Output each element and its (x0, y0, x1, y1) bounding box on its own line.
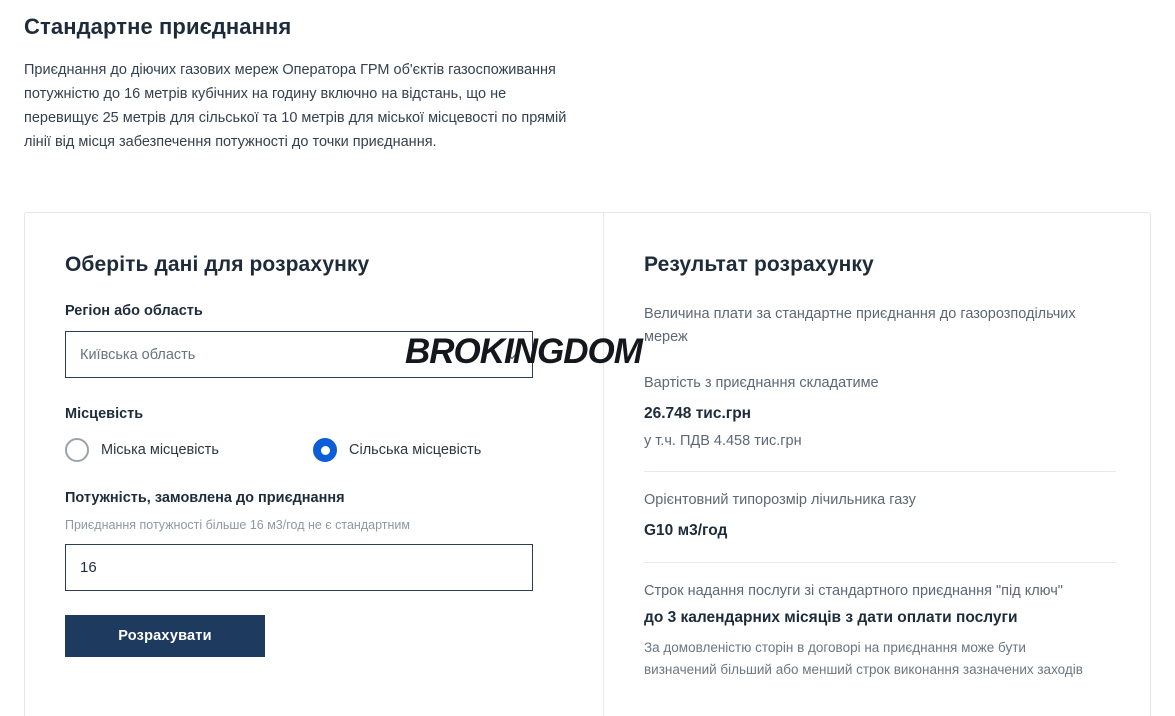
result-meter-value: G10 м3/год (644, 522, 728, 539)
radio-label-urban: Міська місцевість (101, 442, 219, 458)
page-description: Приєднання до діючих газових мереж Оператора ГРМ об'єктів газоспоживання потужністю до 16 метрів кубічних на годину включно на відстань, що не перевищує 25 метрів для сільської та 10 метрів для міської місцевості по прямій лінії від місця забезпечення потужності до точки приєднання. (24, 62, 567, 150)
chevron-down-icon (506, 349, 518, 361)
locality-radio-group (65, 438, 575, 462)
region-select-value: Київська область (80, 346, 196, 363)
form-title: Оберіть дані для розрахунку (65, 253, 370, 276)
radio-icon-urban (65, 438, 89, 462)
watermark: BROKINGDOM (405, 332, 642, 371)
result-title: Результат розрахунку (644, 253, 874, 276)
power-label: Потужність, замовлена до приєднання (65, 490, 345, 506)
radio-locality-urban[interactable] (65, 438, 313, 462)
calculator-form (65, 253, 575, 657)
calculator-card (24, 212, 1151, 716)
radio-icon-rural (313, 438, 337, 462)
result-term-note: За домовленістю сторін в договорі на приєднання може бути визначений більший або менший строк виконання зазначених заходів (644, 640, 1083, 677)
region-select[interactable] (65, 331, 533, 378)
result-divider-2 (644, 562, 1116, 563)
locality-label: Місцевість (65, 406, 144, 422)
result-cost-value: 26.748 тис.грн (644, 405, 752, 422)
result-description: Величина плати за стандартне приєднання до газорозподільчих мереж (644, 306, 1076, 345)
result-vat-value: у т.ч. ПДВ 4.458 тис.грн (644, 433, 802, 449)
power-hint: Приєднання потужності більше 16 м3/год не є стандартним (65, 518, 410, 532)
result-term-label: Строк надання послуги зі стандартного приєднання "під ключ" (644, 583, 1063, 599)
power-input[interactable] (65, 544, 533, 591)
calculation-result (644, 253, 1119, 681)
result-cost-label: Вартість з приєднання складатиме (644, 375, 879, 391)
page-title: Стандартне приєднання (24, 14, 292, 39)
calculate-button[interactable]: Розрахувати (65, 615, 265, 657)
column-divider (603, 213, 604, 716)
radio-label-rural: Сільська місцевість (349, 442, 482, 458)
result-divider-1 (644, 471, 1116, 472)
result-term-value: до 3 календарних місяців з дати оплати послуги (644, 609, 1018, 626)
result-meter-label: Орієнтовний типорозмір лічильника газу (644, 492, 916, 508)
region-label: Регіон або область (65, 303, 203, 319)
radio-locality-rural[interactable] (313, 438, 481, 462)
